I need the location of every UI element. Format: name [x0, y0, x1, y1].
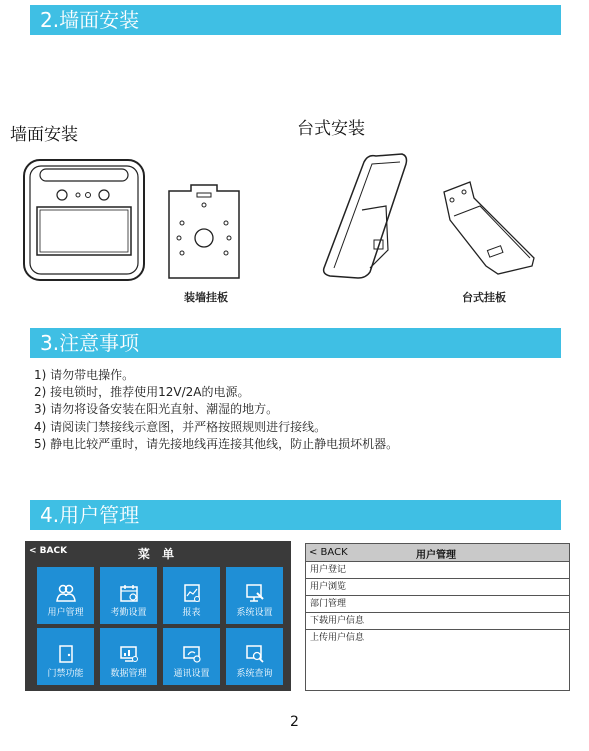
desk-bracket-caption: 台式挂板 [462, 291, 506, 304]
tile-label: 系统查询 [236, 669, 273, 679]
notes-list [34, 367, 574, 453]
tile-label: 用户管理 [47, 608, 84, 618]
communication-icon [182, 644, 202, 664]
user-management-header [306, 544, 569, 562]
tile-label: 数据管理 [110, 669, 147, 679]
tile-label: 报表 [182, 608, 201, 618]
wall-bracket-caption: 装墙挂板 [184, 291, 228, 304]
user-management-screen [305, 543, 570, 691]
section-banner-wall-install: 2.墙面安装 [30, 5, 561, 35]
note-item: 4) 请阅读门禁接线示意图，并严格按照规则进行接线。 [34, 419, 327, 434]
desk-bracket-illustration [438, 180, 538, 276]
section-banner-user-management: 4.用户管理 [30, 500, 561, 530]
list-item-user-browse[interactable]: 用户浏览 [306, 579, 569, 596]
data-management-icon [119, 644, 139, 664]
list-item-upload-users[interactable]: 上传用户信息 [310, 633, 365, 643]
tile-access-control[interactable] [37, 628, 94, 685]
menu-screen [25, 541, 291, 691]
system-settings-icon [245, 583, 265, 603]
user-management-back-button[interactable]: < BACK [309, 547, 348, 558]
menu-back-button[interactable]: < BACK [29, 546, 68, 556]
page-number: 2 [290, 714, 299, 730]
note-item: 2) 接电锁时，推荐使用12V/2A的电源。 [34, 385, 250, 400]
tile-label: 系统设置 [236, 608, 273, 618]
user-management-title: 用户管理 [416, 550, 456, 561]
list-item-department-management[interactable]: 部门管理 [306, 596, 569, 613]
note-item: 3) 请勿将设备安装在阳光直射、潮湿的地方。 [34, 402, 279, 417]
tile-attendance-settings[interactable] [100, 567, 157, 624]
user-management-list [306, 562, 569, 646]
section-banner-notes: 3.注意事项 [30, 328, 561, 358]
door-icon [56, 644, 76, 664]
device-front-illustration [22, 158, 147, 283]
tile-label: 门禁功能 [47, 669, 84, 679]
tile-label: 通讯设置 [173, 669, 210, 679]
menu-tiles [37, 567, 285, 685]
tile-system-settings[interactable] [226, 567, 283, 624]
tile-label: 考勤设置 [110, 608, 147, 618]
menu-title: 菜 单 [137, 547, 179, 561]
users-icon [56, 583, 76, 603]
list-item-download-users[interactable]: 下载用户信息 [306, 613, 569, 630]
note-item: 5) 静电比较严重时，请先接地线再连接其他线，防止静电损坏机器。 [34, 436, 399, 451]
list-item-user-register[interactable]: 用户登记 [306, 562, 569, 579]
tile-system-query[interactable] [226, 628, 283, 685]
device-desk-illustration [312, 150, 412, 280]
desk-install-title: 台式安装 [297, 119, 365, 139]
calendar-icon [119, 583, 139, 603]
tile-report[interactable] [163, 567, 220, 624]
note-item: 1) 请勿带电操作。 [34, 368, 135, 382]
wall-install-title: 墙面安装 [10, 125, 78, 145]
tile-data-management[interactable] [100, 628, 157, 685]
menu-header [25, 541, 291, 563]
tile-user-management[interactable] [37, 567, 94, 624]
system-query-icon [245, 644, 265, 664]
tile-communication-settings[interactable] [163, 628, 220, 685]
wall-bracket-illustration [167, 183, 242, 281]
report-icon [182, 583, 202, 603]
